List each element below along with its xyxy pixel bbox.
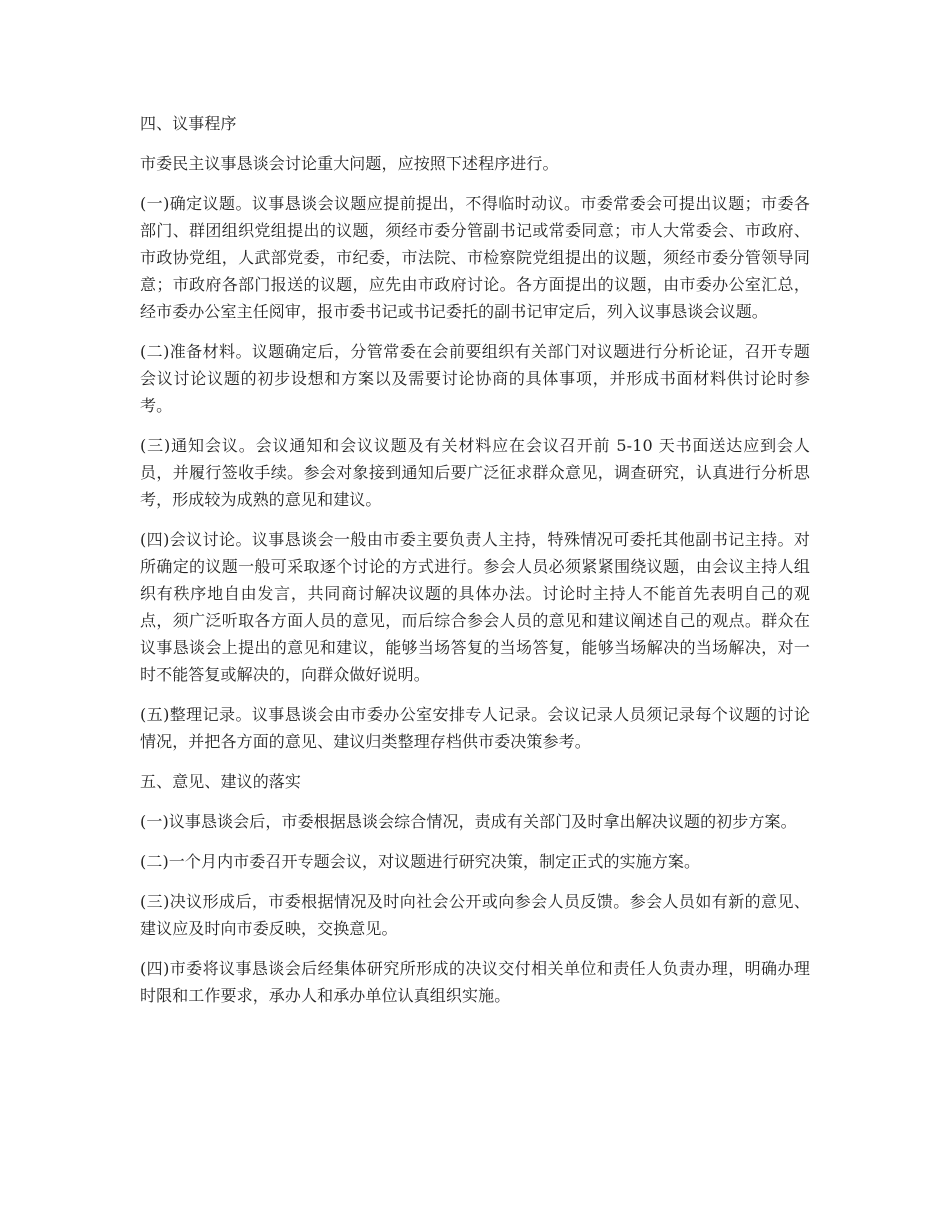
paragraph: (一)确定议题。议事恳谈会议题应提前提出，不得临时动议。市委常委会可提出议题；市委各部门、群团组织党组提出的议题，须经市委分管副书记或常委同意；市人大常委会、市政府、市政协党组，人武部党委，市纪委，市法院、市检察院党组提出的议题，须经市委分管领导同意；市政府各部门报送的议题，应先由市政府讨论。各方面提出的议题，由市委办公室汇总，经市委办公室主任阅审，报市委书记或书记委托的副书记审定后，列入议事恳谈会议题。 [140,194,810,321]
section-heading: 四、议事程序 [140,114,237,133]
paragraph: (四)市委将议事恳谈会后经集体研究所形成的决议交付相关单位和责任人负责办理，明确办理时限和工作要求，承办人和承办单位认真组织实施。 [140,959,810,1005]
section-implementation [140,768,810,1009]
paragraph: (二)准备材料。议题确定后，分管常委在会前要组织有关部门对议题进行分析论证，召开专题会议讨论议题的初步设想和方案以及需要讨论协商的具体事项，并形成书面材料供讨论时参考。 [140,342,810,415]
paragraph: (四)会议讨论。议事恳谈会一般由市委主要负责人主持，特殊情况可委托其他副书记主持。对所确定的议题一般可采取逐个讨论的方式进行。参会人员必须紧紧围绕议题，由会议主持人组织有秩序地自由发言，共同商讨解决议题的具体办法。讨论时主持人不能首先表明自己的观点，须广泛听取各方面人员的意见，而后综合参会人员的意见和建议阐述自己的观点。群众在议事恳谈会上提出的意见和建议，能够当场答复的当场答复，能够当场解决的当场解决，对一时不能答复或解决的，向群众做好说明。 [140,530,810,684]
section-procedure [140,110,810,755]
paragraph: (五)整理记录。议事恳谈会由市委办公室安排专人记录。会议记录人员须记录每个议题的讨论情况，并把各方面的意见、建议归类整理存档供市委决策参考。 [140,705,810,751]
document-page [140,110,810,1022]
section-heading: 五、意见、建议的落实 [140,772,302,791]
paragraph: 市委民主议事恳谈会讨论重大问题，应按照下述程序进行。 [140,154,559,173]
paragraph: (二)一个月内市委召开专题会议，对议题进行研究决策，制定正式的实施方案。 [140,852,701,871]
paragraph: (三)决议形成后，市委根据情况及时向社会公开或向参会人员反馈。参会人员如有新的意见、建议应及时向市委反映，交换意见。 [140,892,810,938]
paragraph: (三)通知会议。会议通知和会议议题及有关材料应在会议召开前 5-10 天书面送达应到会人员，并履行签收手续。参会对象接到通知后要广泛征求群众意见，调查研究，认真进行分析思考，形成较为成熟的意见和建议。 [140,436,810,509]
paragraph: (一)议事恳谈会后，市委根据恳谈会综合情况，责成有关部门及时拿出解决议题的初步方案。 [140,812,797,831]
